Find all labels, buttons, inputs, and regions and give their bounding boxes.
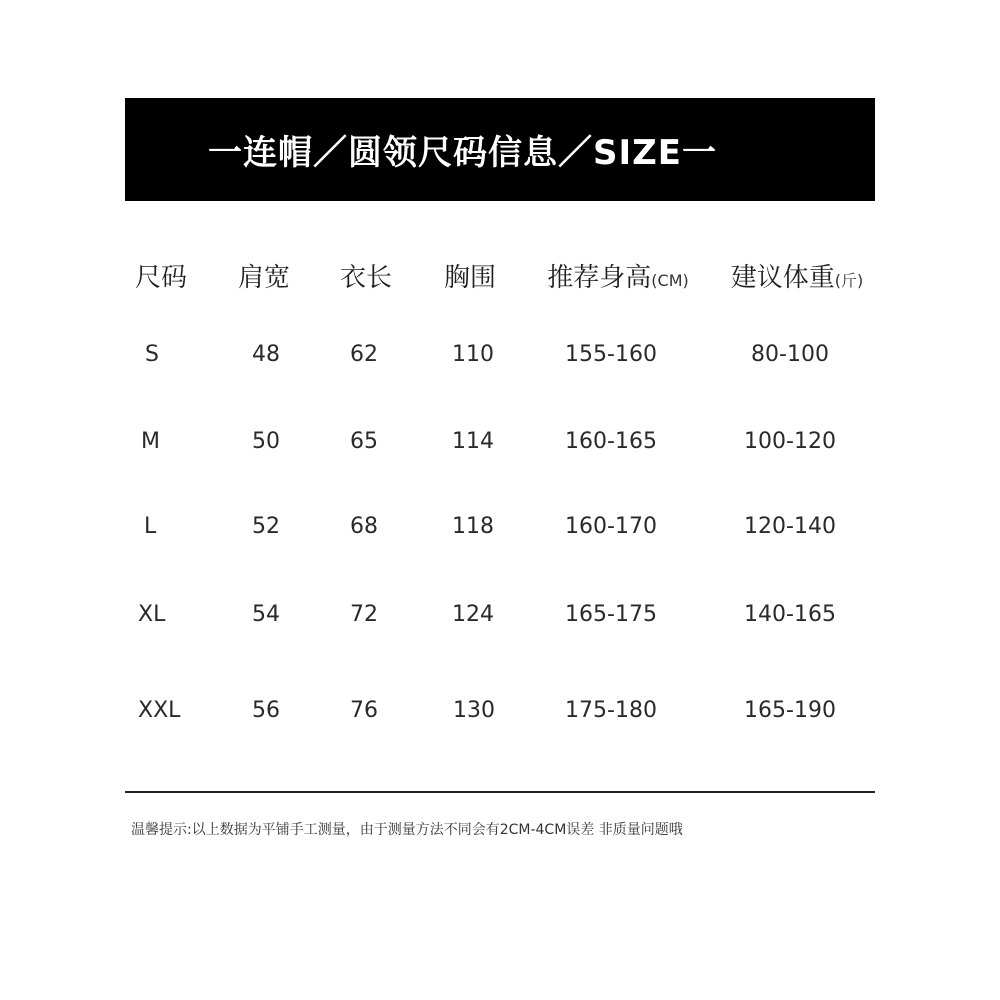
table-cell-weight: 140-165 — [744, 602, 836, 627]
table-cell-length: 68 — [350, 514, 378, 539]
table-cell-shoulder: 52 — [252, 514, 280, 539]
header-unit: (斤) — [834, 271, 864, 290]
header-label: 建议体重 — [730, 263, 835, 293]
table-cell-weight: 100-120 — [744, 429, 836, 454]
table-cell-size: XL — [138, 602, 166, 627]
table-cell-size: S — [145, 342, 159, 367]
header-height — [547, 258, 688, 301]
title-banner — [125, 98, 875, 201]
table-cell-height: 160-170 — [565, 514, 657, 539]
header-label: 尺码 — [134, 263, 188, 293]
table-cell-length: 72 — [350, 602, 378, 627]
table-cell-chest: 124 — [452, 602, 494, 627]
table-cell-chest: 130 — [453, 698, 495, 723]
table-cell-length: 76 — [350, 698, 378, 723]
footnote: 温馨提示:以上数据为平铺手工测量，由于测量方法不同会有2CM-4CM误差 非质量问题哦 — [131, 822, 683, 838]
table-cell-weight: 165-190 — [744, 698, 836, 723]
table-cell-chest: 110 — [452, 342, 494, 367]
header-label: 衣长 — [339, 263, 393, 293]
header-size — [135, 258, 187, 298]
table-cell-shoulder: 56 — [252, 698, 280, 723]
table-cell-weight: 120-140 — [744, 514, 836, 539]
header-label: 胸围 — [443, 263, 497, 293]
header-unit: (CM) — [651, 271, 689, 290]
table-cell-chest: 114 — [452, 429, 494, 454]
table-cell-size: XXL — [138, 698, 181, 723]
banner-title: 一连帽／圆领尺码信息／SIZE一 — [207, 133, 718, 173]
header-shoulder — [238, 258, 290, 298]
table-cell-length: 65 — [350, 429, 378, 454]
table-cell-height: 155-160 — [565, 342, 657, 367]
table-cell-weight: 80-100 — [751, 342, 829, 367]
table-cell-height: 165-175 — [565, 602, 657, 627]
table-cell-size: M — [141, 429, 160, 454]
header-chest — [444, 258, 496, 298]
table-cell-length: 62 — [350, 342, 378, 367]
header-weight — [731, 258, 864, 301]
header-length — [340, 258, 392, 298]
header-label: 推荐身高 — [547, 263, 652, 293]
divider-line — [125, 791, 875, 793]
table-cell-height: 175-180 — [565, 698, 657, 723]
table-cell-size: L — [144, 514, 157, 539]
table-cell-height: 160-165 — [565, 429, 657, 454]
table-cell-shoulder: 54 — [252, 602, 280, 627]
table-cell-chest: 118 — [452, 514, 494, 539]
header-label: 肩宽 — [237, 263, 291, 293]
table-cell-shoulder: 50 — [252, 429, 280, 454]
table-cell-shoulder: 48 — [252, 342, 280, 367]
